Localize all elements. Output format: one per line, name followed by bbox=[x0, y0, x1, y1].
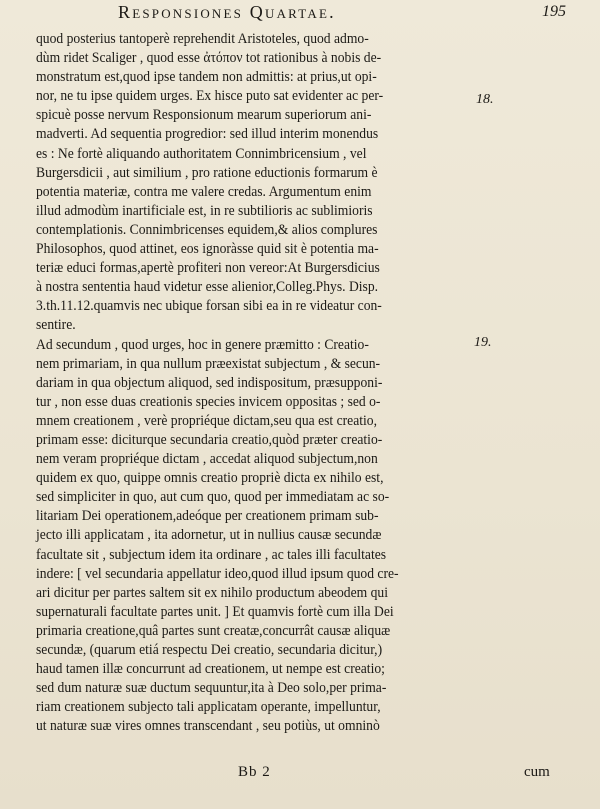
text-line: madverti. Ad sequentia progredior: sed illud interim monendus bbox=[36, 126, 379, 143]
page-header bbox=[0, 2, 600, 26]
text-line: supernaturali facultate partes unit. ] Et quamvis fortè cum illa Dei bbox=[36, 603, 394, 620]
margin-number-19: 19. bbox=[474, 335, 492, 350]
text-line: dùm ridet Scaliger , quod esse ἀτόπον tot rationibus à nobis de- bbox=[36, 50, 382, 67]
text-line: nem primariam, in qua nullum præexistat subjectum , & secun- bbox=[36, 355, 381, 372]
text-line: teriæ educi formas,apertè profiteri non vereor:At Burgersdicius bbox=[36, 260, 380, 277]
text-line: ari dicitur per partes saltem sit ex nihilo productum abeodem qui bbox=[36, 584, 389, 601]
body-text bbox=[36, 30, 506, 736]
text-line: spicuè posse nervum Responsionum mearum superiorum ani- bbox=[36, 107, 372, 124]
page-number: 195 bbox=[542, 3, 566, 20]
text-line: primaria creatione,quâ partes sunt creatæ,concurrât causæ aliquæ bbox=[36, 622, 391, 639]
text-line: primam esse: diciturque secundaria creatio,quòd præter creatio- bbox=[36, 431, 383, 448]
text-line: nem veram propriéque dictam , accedat aliquod subjectum,non bbox=[36, 451, 378, 468]
text-line: potentia materiæ, contra me valere credas. Argumentum enim bbox=[36, 183, 372, 200]
text-line: sentire. bbox=[36, 317, 76, 334]
text-line: contemplationis. Connimbricenses equidem,& alios complures bbox=[36, 221, 378, 238]
text-line: quidem ex quo, quippe omnis creatio propriè dicta ex nihilo est, bbox=[36, 470, 384, 487]
text-line: mnem creationem , verè propriéque dictam,seu qua est creatio, bbox=[36, 412, 377, 429]
text-line: indere: [ vel secundaria appellatur ideo,quod illud ipsum quod cre- bbox=[36, 565, 399, 582]
text-line: es : Ne fortè aliquando authoritatem Connimbricensium , vel bbox=[36, 145, 367, 162]
running-head: Responsiones Quartae. bbox=[118, 2, 336, 22]
text-line: Philosophos, quod attinet, eos ignoràsse quid sit è potentia ma- bbox=[36, 241, 379, 258]
text-line: quod posterius tantoperè reprehendit Aristoteles, quod admo- bbox=[36, 31, 369, 47]
signature-mark: Bb 2 bbox=[238, 764, 271, 780]
catchword: cum bbox=[524, 764, 550, 780]
text-line: nor, ne tu ipse quidem urges. Ex hisce puto sat evidenter ac per- bbox=[36, 88, 384, 105]
text-line: secundæ, (quarum etiá respectu Dei creatio, secundaria dicitur,) bbox=[36, 642, 383, 658]
text-line: Ad secundum , quod urges, hoc in genere præmitto : Creatio- bbox=[36, 336, 369, 353]
margin-number-18: 18. bbox=[476, 92, 494, 107]
text-line: litariam Dei operationem,adeóque per creationem primam sub- bbox=[36, 508, 379, 525]
text-line: illud admodùm inartificiale est, in re subtilioris ac sublimioris bbox=[36, 202, 373, 219]
text-line: dariam in qua objectum aliquod, sed indispositum, præsupponi- bbox=[36, 374, 383, 391]
text-line: tur , non esse duas creationis species invicem oppositas ; sed o- bbox=[36, 393, 381, 410]
text-line: Burgersdicii , aut similium , pro ratione eductionis formarum è bbox=[36, 164, 378, 181]
text-line: à nostra sententia haud videtur esse alienior,Colleg.Phys. Disp. bbox=[36, 279, 379, 296]
text-line: riam creationem subjecto tali applicatam operante, impelluntur, bbox=[36, 699, 381, 716]
text-line: 3.th.11.12.quamvis nec ubique forsan sibi ea in re videatur con- bbox=[36, 298, 382, 315]
text-line: sed simpliciter in quo, aut cum quo, quod per immediatam ac so- bbox=[36, 489, 390, 506]
text-line: monstratum est,quod ipse tandem non admittis: at prius,ut opi- bbox=[36, 69, 377, 86]
text-line: facultate sit , subjectum idem ita ordinare , ac tales illi facultates bbox=[36, 546, 387, 563]
text-line: haud tamen illæ concurrunt ad creationem, ut nempe est creatio; bbox=[36, 661, 385, 678]
text-line: ut naturæ suæ vires omnes transcendant , seu potiùs, ut omninò bbox=[36, 718, 380, 735]
text-line: jecto illi applicatam , ita adornetur, ut in nullius causæ secundæ bbox=[36, 527, 382, 544]
text-line: sed dum naturæ suæ ductum sequuntur,ita à Deo solo,per prima- bbox=[36, 680, 387, 697]
